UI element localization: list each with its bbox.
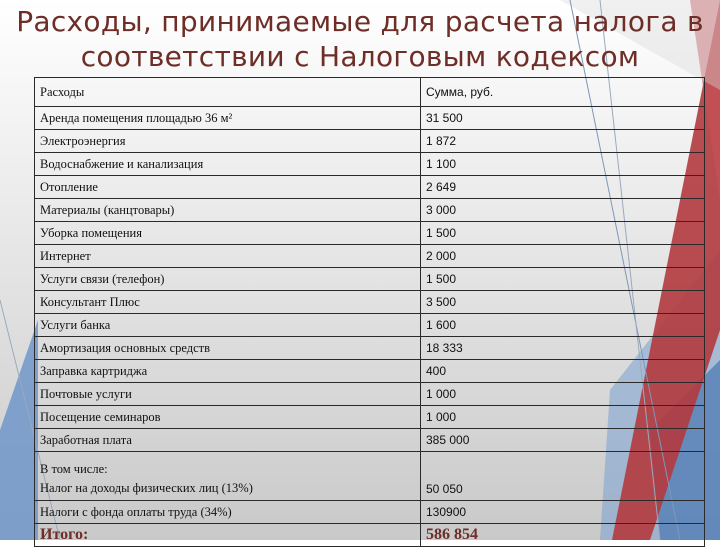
table-row xyxy=(35,153,705,176)
row-amount: 2 000 xyxy=(421,245,705,268)
table-row xyxy=(35,107,705,130)
row-amount: 31 500 xyxy=(421,107,705,130)
row-amount: 1 872 xyxy=(421,130,705,153)
slide-title: Расходы, принимаемые для расчета налога в соответствии с Налоговым кодексом xyxy=(16,5,704,73)
row-name: Консультант Плюс xyxy=(35,291,421,314)
row-name: Аренда помещения площадью 36 м² xyxy=(35,107,421,130)
row-amount: 385 000 xyxy=(421,429,705,452)
table-row xyxy=(35,383,705,406)
row-name: Заработная плата xyxy=(35,429,421,452)
expenses-table xyxy=(34,77,705,547)
table-row xyxy=(35,199,705,222)
row-amount: 1 000 xyxy=(421,383,705,406)
row-name: Уборка помещения xyxy=(35,222,421,245)
row-name: Материалы (канцтовары) xyxy=(35,199,421,222)
row-name: Услуги банка xyxy=(35,314,421,337)
row-name: Почтовые услуги xyxy=(35,383,421,406)
row-name: Услуги связи (телефон) xyxy=(35,268,421,291)
row-amount: 1 500 xyxy=(421,222,705,245)
row-amount: 1 500 xyxy=(421,268,705,291)
row-name-prefix: В том числе: xyxy=(40,462,108,476)
total-amount: 586 854 xyxy=(421,524,705,547)
row-name: Амортизация основных средств xyxy=(35,337,421,360)
row-name: Интернет xyxy=(35,245,421,268)
row-amount: 18 333 xyxy=(421,337,705,360)
table-row xyxy=(35,406,705,429)
row-amount: 130900 xyxy=(421,501,705,524)
row-amount: 2 649 xyxy=(421,176,705,199)
row-amount: 1 600 xyxy=(421,314,705,337)
table-row xyxy=(35,452,705,501)
header-expenses: Расходы xyxy=(35,78,421,107)
table-row xyxy=(35,222,705,245)
table-row xyxy=(35,176,705,199)
table-row xyxy=(35,291,705,314)
row-name: Посещение семинаров xyxy=(35,406,421,429)
total-row xyxy=(35,524,705,547)
row-amount: 3 000 xyxy=(421,199,705,222)
table-header-row xyxy=(35,78,705,107)
table-row xyxy=(35,130,705,153)
table-row xyxy=(35,360,705,383)
row-name-cell xyxy=(35,452,421,501)
row-amount: 1 000 xyxy=(421,406,705,429)
table-row xyxy=(35,501,705,524)
header-amount: Сумма, руб. xyxy=(421,78,705,107)
row-amount: 400 xyxy=(421,360,705,383)
table-row xyxy=(35,268,705,291)
total-label: Итого: xyxy=(35,524,421,547)
row-name: Налог на доходы физических лиц (13%) xyxy=(40,481,253,495)
row-amount: 50 050 xyxy=(421,452,705,501)
row-name: Отопление xyxy=(35,176,421,199)
row-amount: 3 500 xyxy=(421,291,705,314)
table-row xyxy=(35,245,705,268)
table-row xyxy=(35,429,705,452)
row-amount: 1 100 xyxy=(421,153,705,176)
table-row xyxy=(35,337,705,360)
table-row xyxy=(35,314,705,337)
row-name: Электроэнергия xyxy=(35,130,421,153)
row-name: Налоги с фонда оплаты труда (34%) xyxy=(35,501,421,524)
row-name: Водоснабжение и канализация xyxy=(35,153,421,176)
row-name: Заправка картриджа xyxy=(35,360,421,383)
